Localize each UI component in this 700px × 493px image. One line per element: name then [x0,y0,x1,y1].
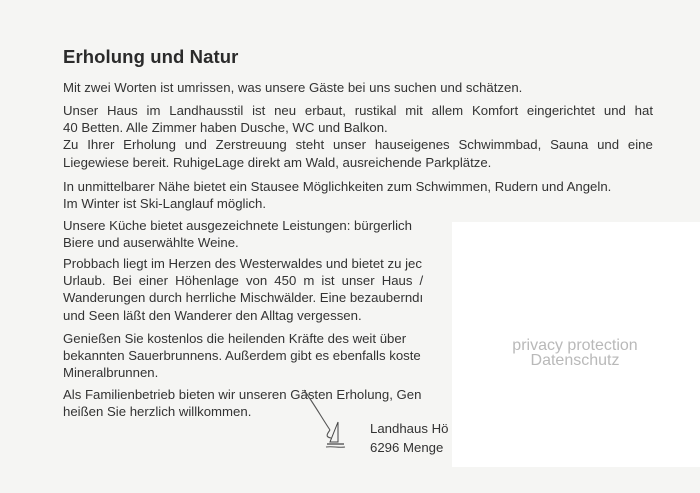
text-line: Biere und auserwählte Weine. [63,235,239,251]
sender-address [370,419,448,457]
paragraph-intro [63,79,655,96]
paragraph-house [63,102,655,171]
text-line: In unmittelbarer Nähe bietet ein Stausee Möglichkeiten zum Schwimmen, Rudern und Angeln. [63,179,612,194]
text-line: Mineralbrunnen. [63,365,159,381]
text-line: 40 Betten. Alle Zimmer haben Dusche, WC und Balkon. [63,120,388,136]
text-line: Im Winter ist Ski-Langlauf möglich. [63,196,267,212]
text-line: und Seen läßt den Wanderer den Alltag vergessen. [63,307,362,323]
page-title: Erholung und Natur [63,46,239,67]
paragraph-surroundings [63,178,655,212]
text-line: Zu Ihrer Erholung und Zerstreuung steht unser hauseigenes Schwimmbad, Sauna und eine [63,137,653,153]
text-line: Als Familienbetrieb bieten wir unseren Gästen Erholung, Gen [63,387,422,402]
sender-name: Landhaus Hö [370,421,449,436]
sender-place: 6296 Menge [370,440,444,455]
watermark-line: Datenschutz [530,352,620,369]
text-line: Liegewiese bereit. RuhigeLage direkt am Wald, ausreichende Parkplätze. [63,154,492,170]
text-line: Wanderungen durch herrliche Mischwälder. Eine bezauberndı [63,290,424,306]
privacy-watermark [470,338,680,368]
watermark-line: privacy protection [512,337,638,354]
sailboat-logo-icon [300,382,352,452]
text-line: Mit zwei Worten ist umrissen, was unsere Gäste bei uns suchen und schätzen. [63,80,523,95]
text-line: bekannten Sauerbrunnens. Außerdem gibt es ebenfalls koste [63,348,421,364]
text-line: Probbach liegt im Herzen des Westerwaldes und bietet zu jec [63,256,422,271]
text-line: Unser Haus im Landhausstil ist neu erbaut, rustikal mit allem Komfort eingerichtet und hat [63,103,653,118]
text-line: Unsere Küche bietet ausgezeichnete Leistungen: bürgerlich [63,218,412,233]
text-line: heißen Sie herzlich willkommen. [63,404,252,420]
text-line: Urlaub. Bei einer Höhenlage von 450 m ist unser Haus / [63,273,424,289]
text-line: Genießen Sie kostenlos die heilenden Kräfte des weit über [63,331,407,346]
